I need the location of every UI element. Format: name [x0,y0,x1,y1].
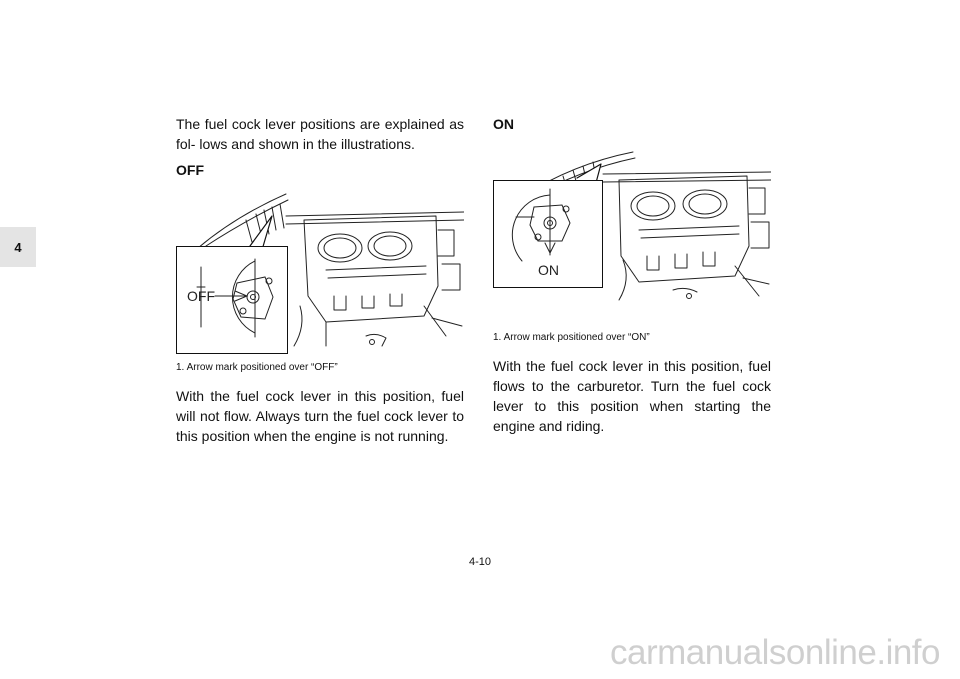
on-illustration [493,150,771,322]
on-detail-inset [493,180,603,288]
left-column [176,114,464,446]
intro-paragraph: The fuel cock lever positions are explained as fol- lows and shown in the illustrations. [176,116,464,152]
off-illustration [176,186,464,356]
off-detail-inset [176,246,288,354]
off-position-label: OFF [187,288,215,304]
off-caption: 1. Arrow mark positioned over “OFF” [176,362,338,373]
on-caption: 1. Arrow mark positioned over “ON” [493,332,650,343]
on-position-label: ON [538,262,559,278]
off-heading: OFF [176,162,204,178]
chapter-number: 4 [14,239,22,255]
on-description: With the fuel cock lever in this position, fuel flows to the carburetor. Turn the fuel cock lever to this position when starting the engine and riding. [493,358,771,434]
off-description: With the fuel cock lever in this position, fuel will not flow. Always turn the fuel cock lever to this position when the engine is not running. [176,388,464,444]
on-heading: ON [493,116,514,132]
chapter-tab [0,227,36,267]
right-column [493,114,771,436]
site-watermark[interactable]: carmanualsonline.info [610,633,940,672]
page-number: 4-10 [468,556,492,568]
